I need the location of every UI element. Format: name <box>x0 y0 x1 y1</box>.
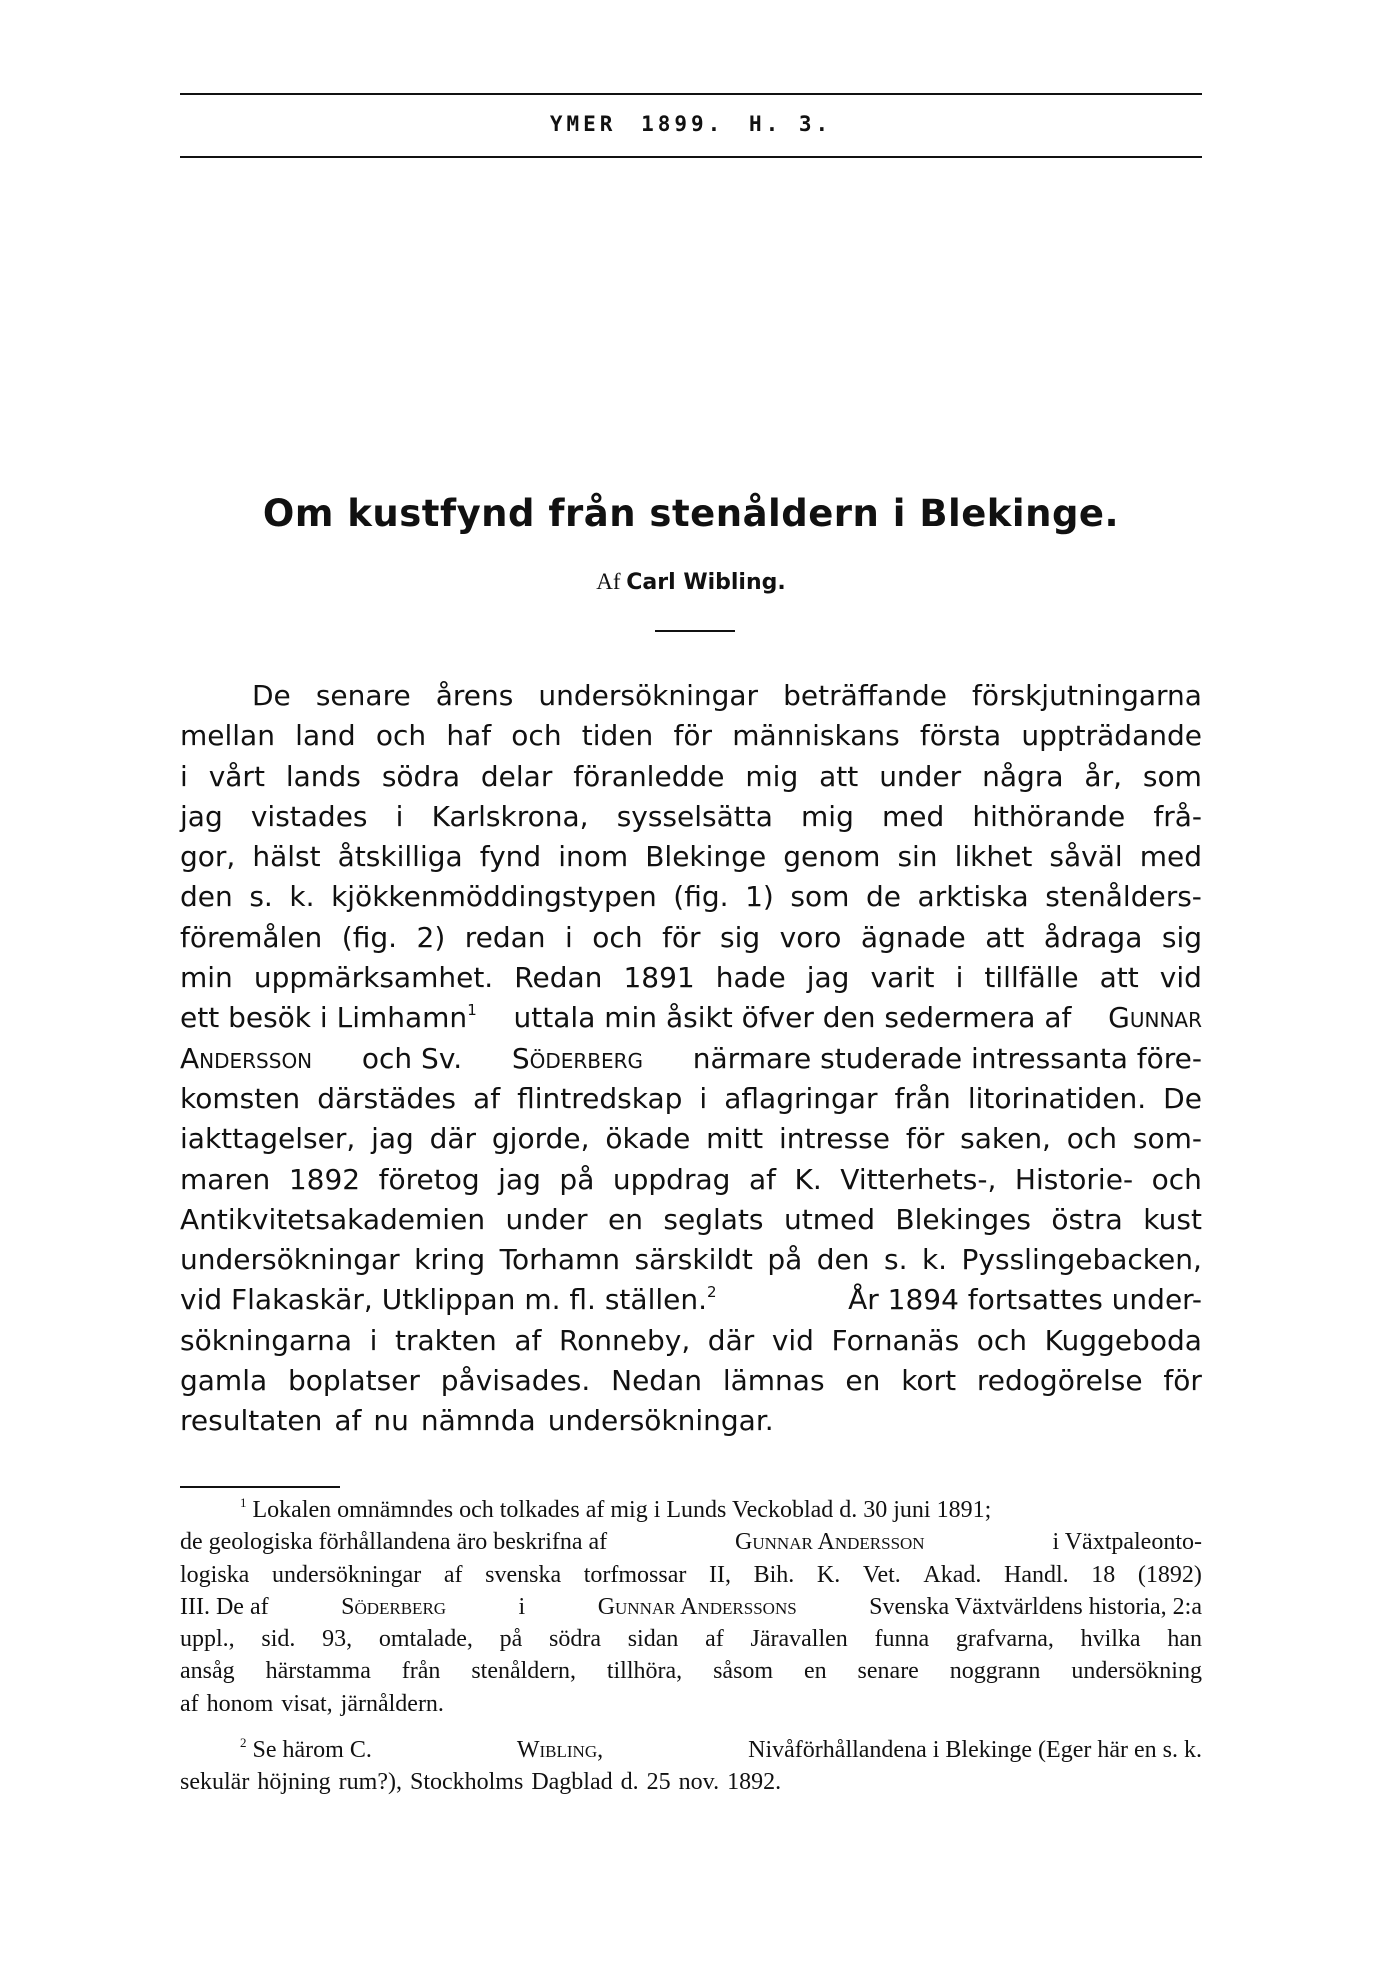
text-fragment: i <box>518 1593 526 1620</box>
text-line: mellan land och haf och tiden för människans första uppträdande <box>180 719 1202 753</box>
footnote-mark-2: 2 <box>240 1735 247 1751</box>
text-line: den s. k. kjökkenmöddingstypen (fig. 1) som de arktiska stenålders- <box>180 880 1202 914</box>
person-name: Wibling, <box>516 1737 604 1764</box>
text-line: maren 1892 företog jag på uppdrag af K. Vitterhets-, Historie- och <box>180 1162 1202 1196</box>
body-paragraph <box>180 676 1202 1442</box>
footnote-line <box>180 1734 1202 1766</box>
author-name: Carl Wibling. <box>626 570 786 595</box>
person-name: Gunnar Andersson <box>735 1529 925 1556</box>
text-line: undersökningar kring Torhamn särskildt på den s. k. Pysslingebacken, <box>180 1243 1202 1277</box>
text-line: Antikvitetsakademien under en seglats utmed Blekinges östra kust <box>180 1202 1202 1236</box>
header-rule-bottom <box>180 156 1202 158</box>
footnote-line <box>180 1494 1202 1526</box>
text-fragment: Se härom C. <box>252 1737 372 1764</box>
footnote-mark-1: 1 <box>240 1495 247 1510</box>
footnote-gap <box>180 1720 1202 1734</box>
text-fragment: i Växtpaleonto- <box>1052 1529 1202 1556</box>
footnote-line: uppl., sid. 93, omtalade, på södra sidan af Järavallen funna grafvarna, hvilka han <box>180 1626 1202 1653</box>
text-fragment: Svenska Växtvärldens historia, 2:a <box>869 1593 1202 1620</box>
text-line <box>180 998 1202 1038</box>
journal-name: YMER <box>549 112 617 136</box>
text-line: min uppmärksamhet. Redan 1891 hade jag varit i tillfälle att vid <box>180 961 1202 995</box>
byline <box>180 569 1202 595</box>
text-line: komsten därstädes af flintredskap i aflagringar från litorinatiden. De <box>180 1081 1202 1115</box>
text-line: i vårt lands södra delar föranledde mig att under några år, som <box>180 759 1202 793</box>
header-rule-top <box>180 93 1202 95</box>
footnote-line: logiska undersökningar af svenska torfmossar II, Bih. K. Vet. Akad. Handl. 18 (1892) <box>180 1561 1202 1588</box>
text-fragment: uttala min åsikt öfver den sedermera af <box>513 1001 1072 1035</box>
article-title: Om kustfynd från stenåldern i Blekinge. <box>262 492 1120 535</box>
text-fragment: III. De af <box>180 1593 269 1620</box>
footnote-separator <box>180 1486 340 1488</box>
text-line: iakttagelser, jag där gjorde, ökade mitt intresse för saken, och som- <box>180 1122 1202 1156</box>
text-line: gor, hälst åtskilliga fynd inom Blekinge genom sin likhet såväl med <box>180 840 1202 874</box>
text-line: jag vistades i Karlskrona, sysselsätta mig med hithörande frå- <box>180 799 1202 833</box>
text-fragment: vid Flakaskär, Utklippan m. fl. ställen. <box>180 1283 707 1317</box>
footnote-line: sekulär höjning rum?), Stockholms Dagblad d. 25 nov. 1892. <box>180 1769 782 1796</box>
footnote-ref-1: 1 <box>467 1001 477 1020</box>
byline-prefix: Af <box>596 569 621 594</box>
person-name: Andersson <box>180 1041 313 1075</box>
footnotes <box>180 1494 1202 1799</box>
footnote-line: af honom visat, järnåldern. <box>180 1690 444 1717</box>
text-fragment: närmare studerade intressanta före- <box>692 1041 1202 1075</box>
footnote-line <box>180 1591 1202 1623</box>
text-line <box>180 1280 1202 1320</box>
text-fragment: ett besök i Limhamn <box>180 1001 468 1035</box>
text-fragment: Nivåförhållandena i Blekinge (Eger här en s. k. <box>748 1737 1202 1764</box>
text-line: sökningarna i trakten af Ronneby, där vid Fornanäs och Kuggeboda <box>180 1323 1202 1357</box>
text-fragment: och Sv. <box>361 1041 463 1075</box>
text-fragment: de geologiska förhållandena äro beskrifna af <box>180 1529 608 1556</box>
footnote-ref-2: 2 <box>707 1283 717 1302</box>
text-line <box>180 1039 1202 1079</box>
footnote-line: ansåg härstamma från stenåldern, tillhöra, såsom en senare noggrann undersökning <box>180 1658 1202 1685</box>
person-name: Söderberg <box>341 1593 447 1620</box>
footnote-line <box>180 1526 1202 1558</box>
text-line: De senare årens undersökningar beträffande förskjutningarna <box>252 679 1202 712</box>
text-fragment: År 1894 fortsattes under- <box>848 1283 1202 1317</box>
title-separator <box>655 630 735 632</box>
person-name: Gunnar <box>1108 1001 1202 1035</box>
text-line: gamla boplatser påvisades. Nedan lämnas en kort redogörelse för <box>180 1364 1202 1398</box>
running-head <box>180 112 1202 136</box>
text-line: föremålen (fig. 2) redan i och för sig voro ägnade att ådraga sig <box>180 920 1202 954</box>
text-line: resultaten af nu nämnda undersökningar. <box>180 1404 774 1438</box>
journal-year: 1899. <box>641 112 725 136</box>
person-name: Gunnar Anderssons <box>597 1593 797 1620</box>
text-fragment: Lokalen omnämndes och tolkades af mig i Lunds Veckoblad d. 30 juni 1891; <box>252 1497 992 1523</box>
journal-issue: H. 3. <box>748 112 833 136</box>
person-name: Söderberg <box>511 1041 644 1075</box>
